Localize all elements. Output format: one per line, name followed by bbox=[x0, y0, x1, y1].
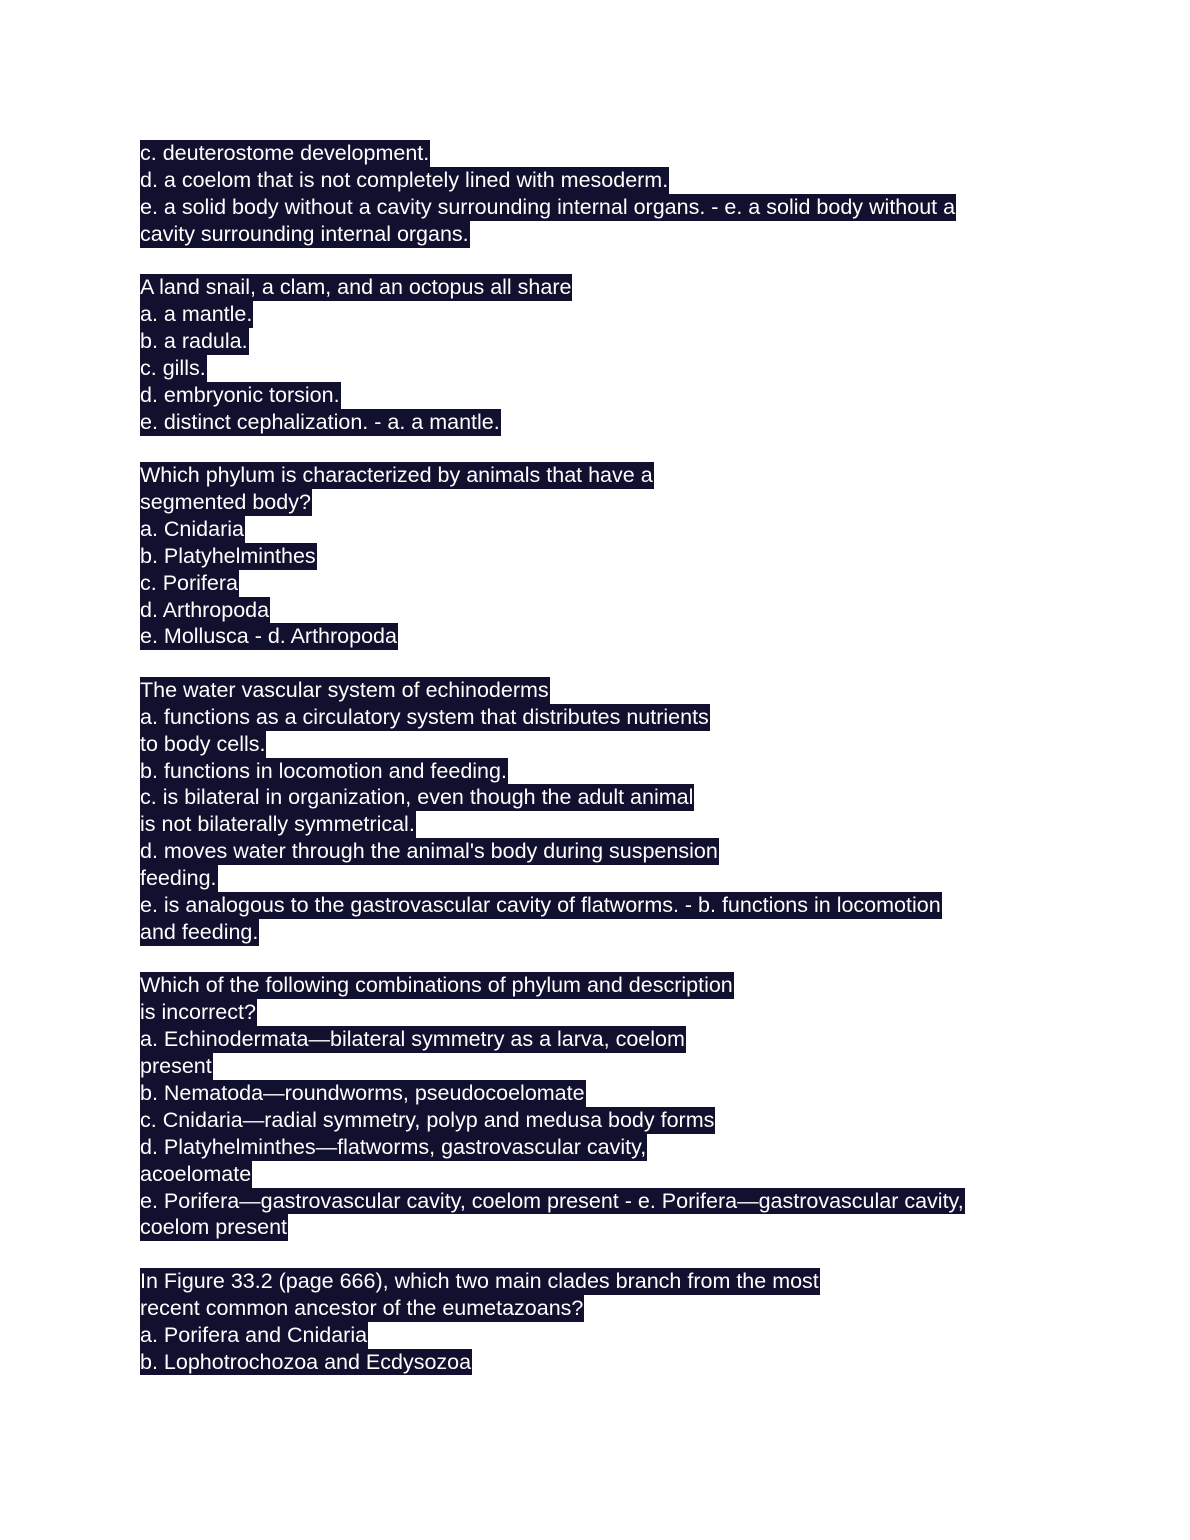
answer-option bbox=[140, 597, 1060, 624]
text-line bbox=[140, 221, 1060, 248]
answer-option bbox=[140, 919, 1060, 946]
answer-option bbox=[140, 838, 1060, 865]
highlighted-text: feeding. bbox=[140, 866, 217, 891]
answer-option bbox=[140, 1080, 1060, 1107]
highlighted-text: b. Nematoda—roundworms, pseudocoelomate bbox=[140, 1080, 585, 1105]
text-line bbox=[140, 194, 1060, 221]
highlighted-text: a. functions as a circulatory system that distributes nutrients bbox=[140, 704, 709, 729]
highlighted-text: is not bilaterally symmetrical. bbox=[140, 812, 415, 837]
highlighted-text: c. gills. bbox=[140, 355, 206, 380]
answer-option bbox=[140, 1107, 1060, 1134]
question-text bbox=[140, 1268, 1060, 1295]
answer-option bbox=[140, 731, 1060, 758]
answer-option bbox=[140, 409, 1060, 436]
answer-option bbox=[140, 1053, 1060, 1080]
text-line bbox=[140, 167, 1060, 194]
answer-option bbox=[140, 1026, 1060, 1053]
highlighted-text: segmented body? bbox=[140, 489, 311, 514]
document-body bbox=[140, 140, 1060, 1402]
answer-option bbox=[140, 704, 1060, 731]
highlighted-text: e. a solid body without a cavity surrounding internal organs. - e. a solid body without a bbox=[140, 194, 956, 219]
answer-option bbox=[140, 623, 1060, 650]
answer-option bbox=[140, 328, 1060, 355]
answer-option bbox=[140, 811, 1060, 838]
answer-option bbox=[140, 1188, 1060, 1215]
question-block-3 bbox=[140, 462, 1060, 650]
highlighted-text: In Figure 33.2 (page 666), which two main clades branch from the most bbox=[140, 1268, 819, 1293]
highlighted-text: c. Porifera bbox=[140, 570, 238, 595]
text-line bbox=[140, 140, 1060, 167]
question-text bbox=[140, 677, 1060, 704]
answer-option bbox=[140, 301, 1060, 328]
answer-option bbox=[140, 892, 1060, 919]
highlighted-text: Which of the following combinations of phylum and description bbox=[140, 973, 733, 998]
highlighted-text: c. is bilateral in organization, even though the adult animal bbox=[140, 785, 694, 810]
highlighted-text: e. is analogous to the gastrovascular cavity of flatworms. - b. functions in locomotion bbox=[140, 893, 941, 918]
highlighted-text: present bbox=[140, 1054, 212, 1079]
highlighted-text: The water vascular system of echinoderms bbox=[140, 677, 549, 702]
question-text bbox=[140, 972, 1060, 999]
answer-option bbox=[140, 543, 1060, 570]
answer-option bbox=[140, 865, 1060, 892]
answer-option bbox=[140, 355, 1060, 382]
highlighted-text: coelom present bbox=[140, 1215, 287, 1240]
highlighted-text: e. Porifera—gastrovascular cavity, coelom present - e. Porifera—gastrovascular cavity, bbox=[140, 1188, 964, 1213]
highlighted-text: a. Cnidaria bbox=[140, 516, 244, 541]
highlighted-text: to body cells. bbox=[140, 731, 266, 756]
highlighted-text: b. functions in locomotion and feeding. bbox=[140, 758, 507, 783]
highlighted-text: recent common ancestor of the eumetazoans? bbox=[140, 1295, 584, 1320]
highlighted-text: b. Platyhelminthes bbox=[140, 543, 316, 568]
highlighted-text: c. deuterostome development. bbox=[140, 141, 430, 165]
question-block-6 bbox=[140, 1268, 1060, 1376]
question-text bbox=[140, 274, 1060, 301]
highlighted-text: Which phylum is characterized by animals that have a bbox=[140, 463, 653, 488]
answer-option bbox=[140, 1322, 1060, 1349]
answer-option bbox=[140, 1214, 1060, 1241]
highlighted-text: d. embryonic torsion. bbox=[140, 382, 340, 407]
question-block-1 bbox=[140, 140, 1060, 248]
answer-option bbox=[140, 758, 1060, 785]
answer-option bbox=[140, 516, 1060, 543]
answer-option bbox=[140, 382, 1060, 409]
highlighted-text: a. Porifera and Cnidaria bbox=[140, 1322, 368, 1347]
question-text bbox=[140, 489, 1060, 516]
highlighted-text: and feeding. bbox=[140, 919, 259, 944]
question-block-5 bbox=[140, 972, 1060, 1241]
highlighted-text: e. Mollusca - d. Arthropoda bbox=[140, 624, 397, 649]
question-block-2 bbox=[140, 274, 1060, 435]
answer-option bbox=[140, 1134, 1060, 1161]
highlighted-text: b. a radula. bbox=[140, 328, 248, 353]
highlighted-text: d. a coelom that is not completely lined with mesoderm. bbox=[140, 167, 669, 192]
highlighted-text: a. Echinodermata—bilateral symmetry as a larva, coelom bbox=[140, 1027, 685, 1052]
question-text bbox=[140, 462, 1060, 489]
highlighted-text: e. distinct cephalization. - a. a mantle. bbox=[140, 409, 500, 434]
question-text bbox=[140, 1295, 1060, 1322]
highlighted-text: A land snail, a clam, and an octopus all share bbox=[140, 275, 572, 300]
highlighted-text: b. Lophotrochozoa and Ecdysozoa bbox=[140, 1349, 472, 1374]
highlighted-text: d. Arthropoda bbox=[140, 597, 270, 622]
question-text bbox=[140, 999, 1060, 1026]
question-block-4 bbox=[140, 677, 1060, 946]
highlighted-text: cavity surrounding internal organs. bbox=[140, 221, 469, 246]
highlighted-text: d. Platyhelminthes—flatworms, gastrovascular cavity, bbox=[140, 1134, 647, 1159]
highlighted-text: d. moves water through the animal's body during suspension bbox=[140, 839, 718, 864]
answer-option bbox=[140, 570, 1060, 597]
highlighted-text: is incorrect? bbox=[140, 1000, 256, 1025]
answer-option bbox=[140, 1161, 1060, 1188]
answer-option bbox=[140, 1349, 1060, 1376]
highlighted-text: a. a mantle. bbox=[140, 302, 253, 327]
highlighted-text: c. Cnidaria—radial symmetry, polyp and medusa body forms bbox=[140, 1107, 715, 1132]
highlighted-text: acoelomate bbox=[140, 1161, 252, 1186]
answer-option bbox=[140, 784, 1060, 811]
